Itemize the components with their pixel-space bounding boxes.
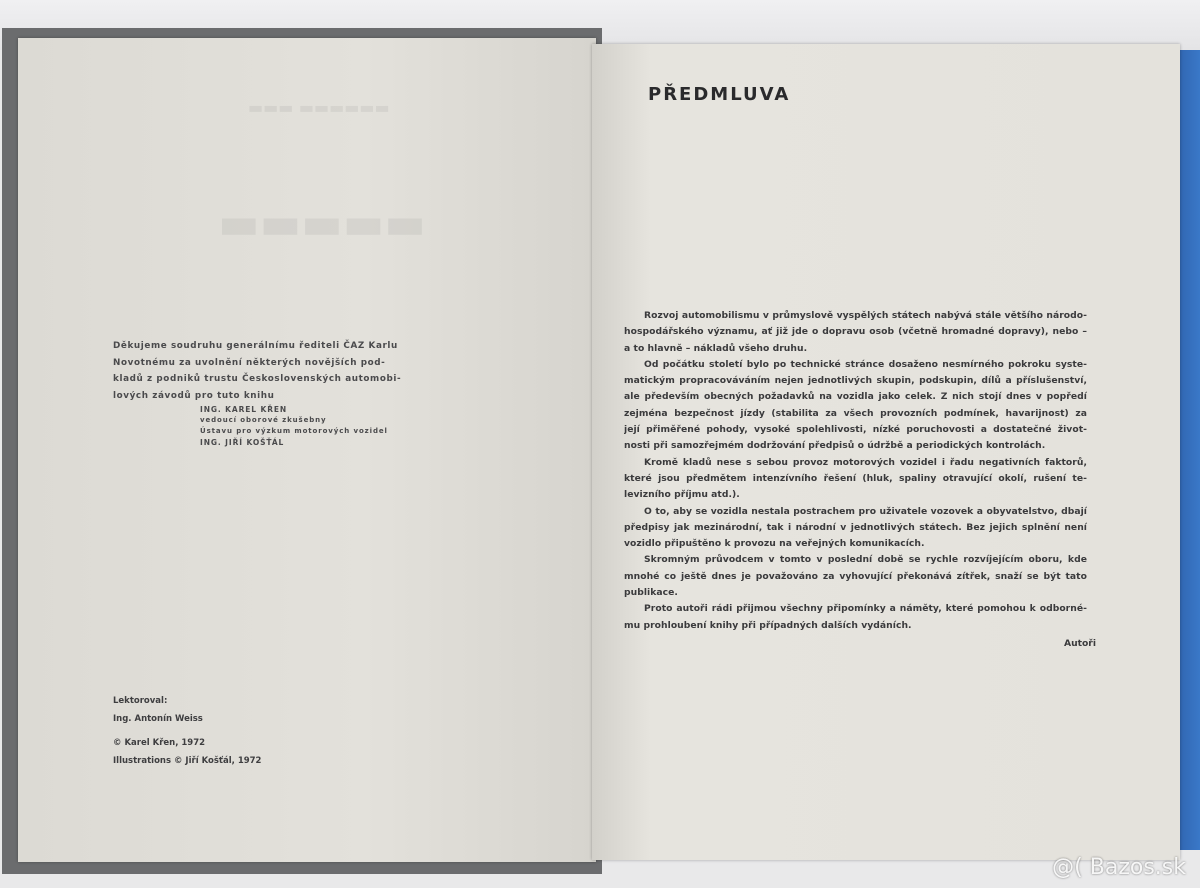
show-through-text: ▬▬▬ ▬▬▬▬▬▬: [248, 98, 390, 117]
ack-line: lových závodů pro tuto knihu: [113, 390, 275, 401]
text-line: ale především obecných požadavků na vozidla jako celek. Z nich stojí dnes v popředí: [624, 391, 1087, 403]
text-line: nosti při samozřejmém dodržování předpisů o údržbě a periodických kontrolách.: [624, 440, 1046, 452]
paragraph: [624, 601, 1087, 634]
text-line: hospodářského významu, ať již jde o dopravu osob (včetně hromadné dopravy), nebo –: [624, 326, 1087, 338]
foreword-body: [624, 308, 1087, 634]
text-line: a to hlavně – nákladů všeho druhu.: [624, 342, 808, 354]
paragraph: [624, 455, 1087, 504]
text-line: mnohé co ještě dnes je považováno za vyhovující překonává zítřek, snaží se být tato: [624, 570, 1087, 582]
ack-line: Děkujeme soudruhu generálnímu řediteli ČAZ Karlu: [113, 341, 398, 351]
reviewer-name: Ing. Antonín Weiss: [113, 714, 203, 724]
text-line: Kromě kladů nese s sebou provoz motorových vozidel i řadu negativních faktorů,: [644, 456, 1087, 468]
paragraph: [624, 308, 1087, 357]
ack-line: kladů z podniků trustu Československých automobi-: [113, 374, 402, 384]
acknowledgement: [113, 338, 400, 448]
text-line: její přiměřené pohody, vysoké spolehlivosti, nízké poruchovosti a dostatečné život-: [624, 424, 1087, 436]
watermark: @( Bazos.sk: [1052, 855, 1186, 880]
text-line: matickým propracováváním nejen jednotlivých skupin, podskupin, dílů a příslušenství,: [624, 375, 1087, 387]
signature-role: vedoucí oborové zkušebny: [200, 416, 327, 424]
illustrations-copyright: Illustrations © Jiří Košťál, 1972: [113, 756, 262, 766]
text-line: předpisy jak mezinárodní, tak i národní v jednotlivých státech. Bez jejich splnění není: [624, 521, 1087, 533]
copyright: © Karel Křen, 1972: [113, 738, 206, 748]
text-line: O to, aby se vozidla nestala postrachem pro uživatele vozovek a obyvatelstvo, dbají: [644, 505, 1087, 517]
text-line: mu prohloubení knihy při případných dalších vydáních.: [624, 619, 912, 631]
text-line: levizního příjmu atd.).: [624, 489, 740, 501]
text-line: vozidlo připuštěno k provozu na veřejných komunikacích.: [624, 538, 925, 550]
text-line: zejména bezpečnost jízdy (stabilita za všech provozních podmínek, havarijnost) za: [624, 407, 1087, 419]
text-line: Proto autoři rádi přijmou všechny připomínky a náměty, které pomohou k odborné-: [644, 603, 1087, 615]
signature-name: ING. JIŘÍ KOŠŤÁL: [200, 438, 285, 447]
text-line: Od počátku století bylo po technické stránce dosaženo nesmírného pokroku syste-: [644, 358, 1087, 370]
text-line: publikace.: [624, 587, 678, 599]
text-line: Skromným průvodcem v tomto v poslední době se rychle rozvíjejícím oboru, kde: [644, 554, 1087, 566]
foreword-signature: Autoři: [1063, 638, 1096, 649]
imprint: [113, 692, 261, 770]
reviewer-label: Lektoroval:: [113, 696, 168, 706]
paragraph: [624, 357, 1087, 455]
signature-role: Ústavu pro výzkum motorových vozidel: [200, 427, 388, 435]
ack-line: Novotnému za uvolnění některých novějších pod-: [113, 357, 386, 368]
paragraph: [624, 504, 1087, 553]
text-line: Rozvoj automobilismu v průmyslově vyspělých státech nabývá stále většího národo-: [644, 310, 1087, 321]
show-through-title: ▬▬▬▬▬: [218, 198, 426, 249]
left-page: [18, 38, 596, 862]
paragraph: [624, 552, 1087, 601]
signature-name: ING. KAREL KŘEN: [200, 405, 288, 414]
text-line: které jsou předmětem intenzívního řešení (hluk, spaliny otravující okolí, rušení te-: [624, 472, 1087, 484]
right-page: [592, 44, 1180, 860]
page-title: PŘEDMLUVA: [648, 84, 791, 105]
